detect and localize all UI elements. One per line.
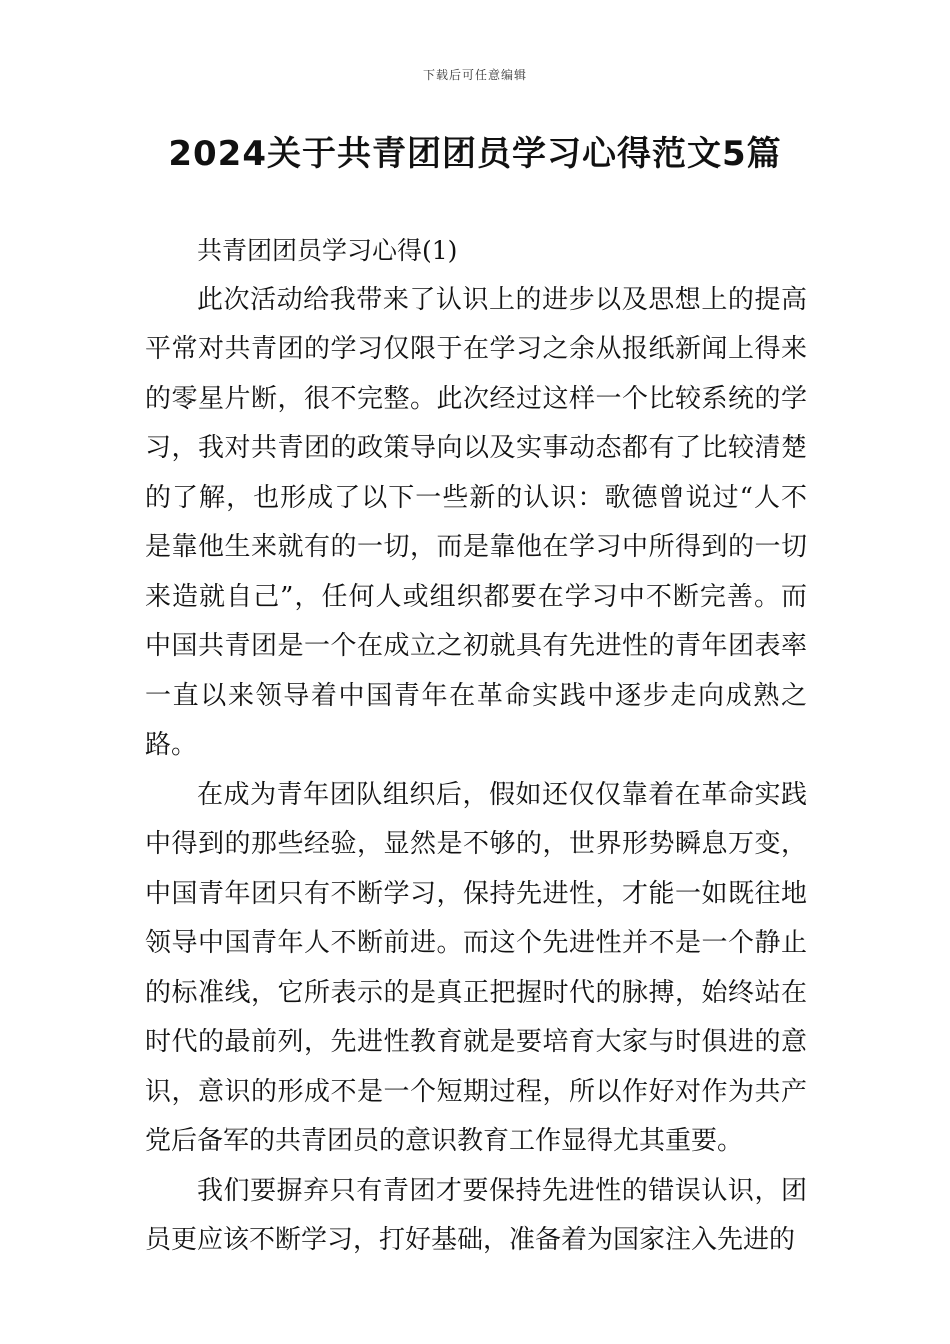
paragraph-1: 此次活动给我带来了认识上的进步以及思想上的提高平常对共青团的学习仅限于在学习之余从报纸新闻上得来的零星片断，很不完整。此次经过这样一个比较系统的学习，我对共青团的政策导向以及实事动态都有了比较清楚的了解，也形成了以下一些新的认识：歌德曾说过“人不是靠他生来就有的一切，而是靠他在学习中所得到的一切来造就自己”，任何人或组织都要在学习中不断完善。而中国共青团是一个在成立之初就具有先进性的青年团表率一直以来领导着中国青年在革命实践中逐步走向成熟之路。	[145, 284, 807, 760]
header-note: 下载后可任意编辑	[422, 68, 527, 82]
document-body	[145, 226, 807, 1266]
paragraph-3: 我们要摒弃只有青团才要保持先进性的错误认识，团员更应该不断学习，打好基础，准备着为国家注入先进的	[145, 1175, 807, 1255]
paragraph-2: 在成为青年团队组织后，假如还仅仅靠着在革命实践中得到的那些经验，显然是不够的，世界形势瞬息万变，中国青年团只有不断学习，保持先进性，才能一如既往地领导中国青年人不断前进。而这个先进性并不是一个静止的标准线，它所表示的是真正把握时代的脉搏，始终站在时代的最前列，先进性教育就是要培育大家与时俱进的意识，意识的形成不是一个短期过程，所以作好对作为共产党后备军的共青团员的意识教育工作显得尤其重要。	[145, 779, 807, 1156]
document-title: 2024关于共青团团员学习心得范文5篇	[168, 134, 782, 174]
section-heading: 共青团团员学习心得(1)	[197, 236, 458, 265]
